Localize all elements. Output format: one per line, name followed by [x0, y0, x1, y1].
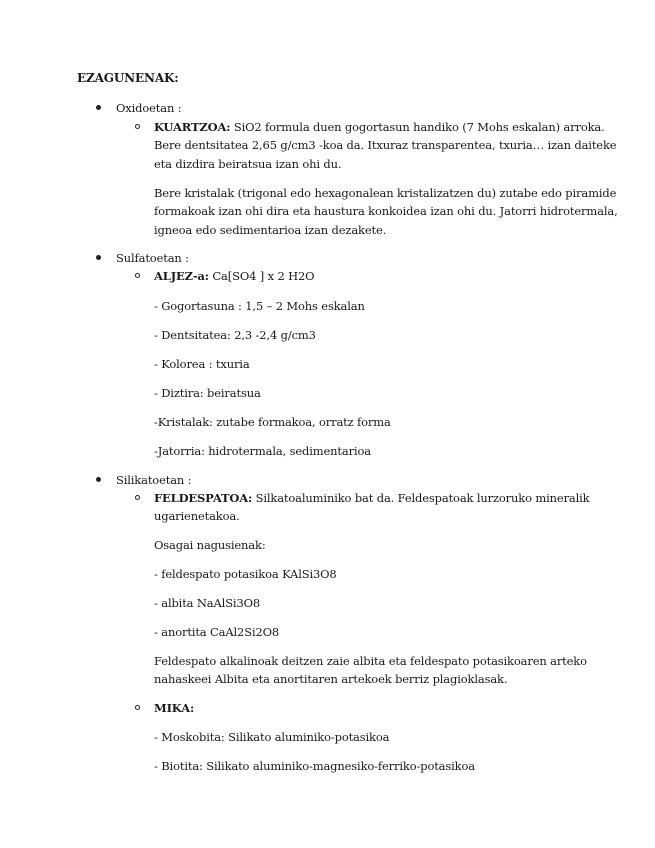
kuartzoa-para2-3: igneoa edo sedimentarioa izan dezakete. [154, 223, 387, 237]
kuartzoa-text-3: eta dizdira beiratsua izan ohi du. [154, 157, 342, 171]
page-title: EZAGUNENAK: [77, 71, 179, 85]
kuartzoa-para2-2: formakoak izan ohi dira eta haustura konkoidea izan ohi du. Jatorri hidrotermala, [154, 204, 618, 218]
feldespatoa-closing-2: nahaskeei Albita eta anortitaren artekoek berriz plagioklasak. [154, 672, 508, 686]
aljeza-prop: - Gogortasuna : 1,5 – 2 Mohs eskalan [154, 299, 365, 313]
feldespatoa-line-1 [154, 489, 590, 507]
kuartzoa-text-2: Bere dentsitatea 2,65 g/cm3 -koa da. Itxuraz transparentea, txuria… izan daiteke [154, 138, 617, 152]
section-label-oxidoetan: Oxidoetan : [116, 101, 182, 115]
kuartzoa-name: KUARTZOA: [154, 120, 231, 134]
kuartzoa-text-1: SiO2 formula duen gogortasun handiko (7 Mohs eskalan) arroka. [233, 120, 605, 134]
kuartzoa-line-1 [154, 118, 605, 136]
osagai-item: - anortita CaAl2Si2O8 [154, 625, 280, 639]
feldespatoa-closing-1: Feldespato alkalinoak deitzen zaie albita eta feldespato potasikoaren arteko [154, 654, 587, 668]
bullet-ring-icon [135, 705, 140, 710]
aljeza-formula: Ca[SO4 ] x 2 H2O [212, 269, 315, 283]
bullet-dot-icon [96, 105, 101, 110]
osagai-label: Osagai nagusienak: [154, 538, 266, 552]
bullet-ring-icon [135, 273, 140, 278]
aljeza-name: ALJEZ-a: [154, 269, 209, 283]
bullet-ring-icon [135, 124, 140, 129]
aljeza-prop: - Diztira: beiratsua [154, 386, 261, 400]
aljeza-prop: -Kristalak: zutabe formakoa, orratz forma [154, 415, 391, 429]
kuartzoa-para2-1: Bere kristalak (trigonal edo hexagonalean kristalizatzen du) zutabe edo piramide [154, 186, 617, 200]
aljeza-prop: - Dentsitatea: 2,3 -2,4 g/cm3 [154, 328, 316, 342]
bullet-ring-icon [135, 495, 140, 500]
aljeza-prop: -Jatorria: hidrotermala, sedimentarioa [154, 444, 371, 458]
osagai-item: - albita NaAlSi3O8 [154, 596, 261, 610]
aljeza-prop: - Kolorea : txuria [154, 357, 250, 371]
mika-item: - Biotita: Silikato aluminiko-magnesiko-ferriko-potasikoa [154, 759, 475, 773]
mika-item: - Moskobita: Silikato aluminiko-potasikoa [154, 730, 390, 744]
feldespatoa-text-2: ugarienetakoa. [154, 509, 240, 523]
aljeza-heading [154, 267, 314, 285]
bullet-dot-icon [96, 477, 101, 482]
section-label-sulfatoetan: Sulfatoetan : [116, 251, 189, 265]
feldespatoa-name: FELDESPATOA: [154, 491, 253, 505]
mika-name: MIKA: [154, 701, 195, 715]
osagai-item: - feldespato potasikoa KAlSi3O8 [154, 567, 337, 581]
bullet-dot-icon [96, 255, 101, 260]
section-label-silikatoetan: Silikatoetan : [116, 473, 192, 487]
feldespatoa-text-1: Silkatoaluminiko bat da. Feldespatoak lurzoruko mineralik [255, 491, 590, 505]
